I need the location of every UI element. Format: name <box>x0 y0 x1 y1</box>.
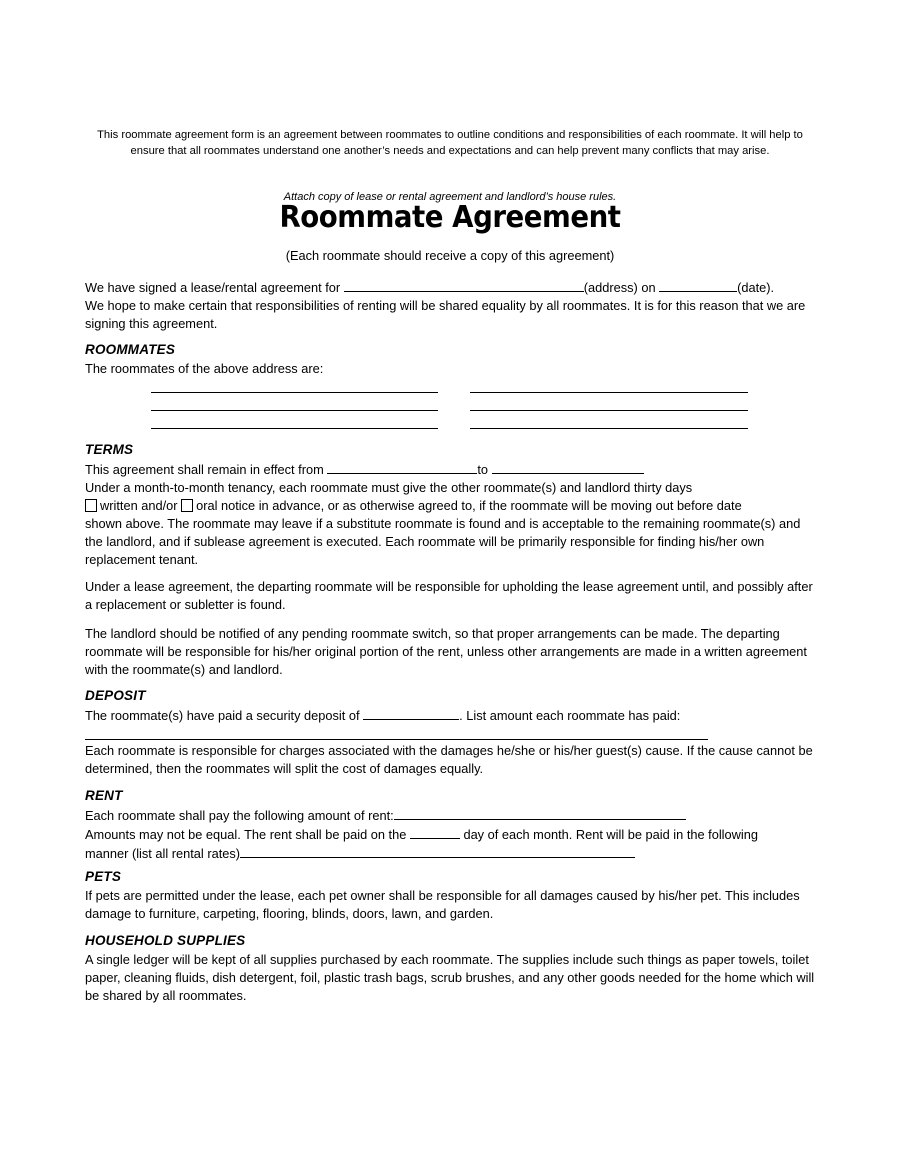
terms-effect-line <box>85 460 820 479</box>
deposit-text-1: The roommate(s) have paid a security deposit of <box>85 708 360 723</box>
rent-text-2: Amounts may not be equal. The rent shall be paid on the <box>85 827 407 842</box>
deposit-amount-field[interactable] <box>363 706 459 720</box>
address-field[interactable] <box>344 278 584 292</box>
page-title: Roommate Agreement <box>279 200 621 235</box>
rent-heading: RENT <box>85 788 123 803</box>
deposit-heading: DEPOSIT <box>85 688 146 703</box>
roommates-heading: ROOMMATES <box>85 342 176 357</box>
opening-line-1 <box>85 278 820 297</box>
end-date-field[interactable] <box>492 460 644 474</box>
oral-notice-label: oral notice in advance, or as otherwise agreed to, if the roommate will be moving out before date <box>196 498 742 513</box>
opening-text-2: (address) on <box>583 280 656 295</box>
roommates-text: The roommates of the above address are: <box>85 361 324 376</box>
written-notice-label: written and/or <box>100 498 178 513</box>
roommate-name-line-2[interactable] <box>151 410 438 411</box>
deposit-text-2: . List amount each roommate has paid: <box>459 708 681 723</box>
opening-line-2: We hope to make certain that responsibilities of renting will be shared equality by all roommates. It is for this reason that we are signing this agreement. <box>85 298 806 331</box>
rent-line-1 <box>85 806 820 825</box>
opening-text-3: (date). <box>737 280 775 295</box>
supplies-paragraph: A single ledger will be kept of all supplies purchased by each roommate. The supplies include such things as paper towels, toilet paper, cleaning fluids, dish detergent, foil, plastic trash bags, scrub brushes, and any other goods needed for the home which will be shared by all roommates. <box>85 952 815 1003</box>
opening-paragraph <box>85 278 820 333</box>
landlord-paragraph: The landlord should be notified of any pending roommate switch, so that proper arrangements can be made. The departing roommate will be responsible for his/her original portion of the rent, unless other arrangements are made in a written agreement with the roommate(s) and landlord. <box>85 626 807 677</box>
page-subtitle: (Each roommate should receive a copy of this agreement) <box>285 248 615 263</box>
terms-notice-line <box>85 497 820 515</box>
terms-effect-text-2: to <box>477 462 488 477</box>
terms-heading: TERMS <box>85 442 134 457</box>
rent-day-field[interactable] <box>410 825 460 839</box>
rent-line-2 <box>85 825 820 844</box>
oral-notice-checkbox[interactable] <box>181 499 193 512</box>
supplies-heading: HOUSEHOLD SUPPLIES <box>85 933 246 948</box>
rental-rates-field[interactable] <box>240 844 635 858</box>
pets-heading: PETS <box>85 869 122 884</box>
roommate-name-line-6[interactable] <box>470 428 748 429</box>
date-field[interactable] <box>659 278 737 292</box>
terms-effect-text-1: This agreement shall remain in effect from <box>85 462 324 477</box>
lease-paragraph: Under a lease agreement, the departing roommate will be responsible for upholding the lease agreement until, and possibly after a replacement or subletter is found. <box>85 579 813 612</box>
rent-line-3 <box>85 844 820 863</box>
pets-paragraph: If pets are permitted under the lease, each pet owner shall be responsible for all damages caused by his/her pet. This includes damage to furniture, carpeting, flooring, blinds, doors, lawn, and garden. <box>85 888 800 921</box>
roommate-name-line-5[interactable] <box>470 410 748 411</box>
rent-text-1: Each roommate shall pay the following amount of rent: <box>85 808 394 823</box>
roommate-name-line-4[interactable] <box>470 392 748 393</box>
written-notice-checkbox[interactable] <box>85 499 97 512</box>
terms-paragraph <box>85 460 820 569</box>
rent-text-3: day of each month. Rent will be paid in the following <box>463 827 758 842</box>
deposit-amounts-line[interactable] <box>85 739 708 740</box>
terms-rest-text: shown above. The roommate may leave if a substitute roommate is found and is acceptable to the remaining roommate(s) and the landlord, and if sublease agreement is executed. Each roommate will be primarily responsible for finding his/her own replacement tenant. <box>85 516 801 567</box>
deposit-paragraph: Each roommate is responsible for charges associated with the damages he/she or his/her guest(s) cause. If the cause cannot be determined, then the roommates will split the cost of damages equally. <box>85 743 813 776</box>
attach-note: Attach copy of lease or rental agreement and landlord’s house rules. <box>283 191 617 203</box>
rent-text-4: manner (list all rental rates) <box>85 846 241 861</box>
rent-paragraph <box>85 806 820 863</box>
intro-paragraph: This roommate agreement form is an agreement between roommates to outline conditions and responsibilities of each roommate. It will help to ensure that all roommates understand one another’s needs and expectations and can help prevent many conflicts that may arise. <box>97 129 803 157</box>
opening-text-1: We have signed a lease/rental agreement for <box>85 280 341 295</box>
terms-month-line: Under a month-to-month tenancy, each roommate must give the other roommate(s) and landlord thirty days <box>85 480 693 495</box>
rent-amount-field[interactable] <box>394 806 686 820</box>
roommate-name-line-1[interactable] <box>151 392 438 393</box>
start-date-field[interactable] <box>327 460 477 474</box>
deposit-line <box>85 706 820 725</box>
roommate-name-line-3[interactable] <box>151 428 438 429</box>
